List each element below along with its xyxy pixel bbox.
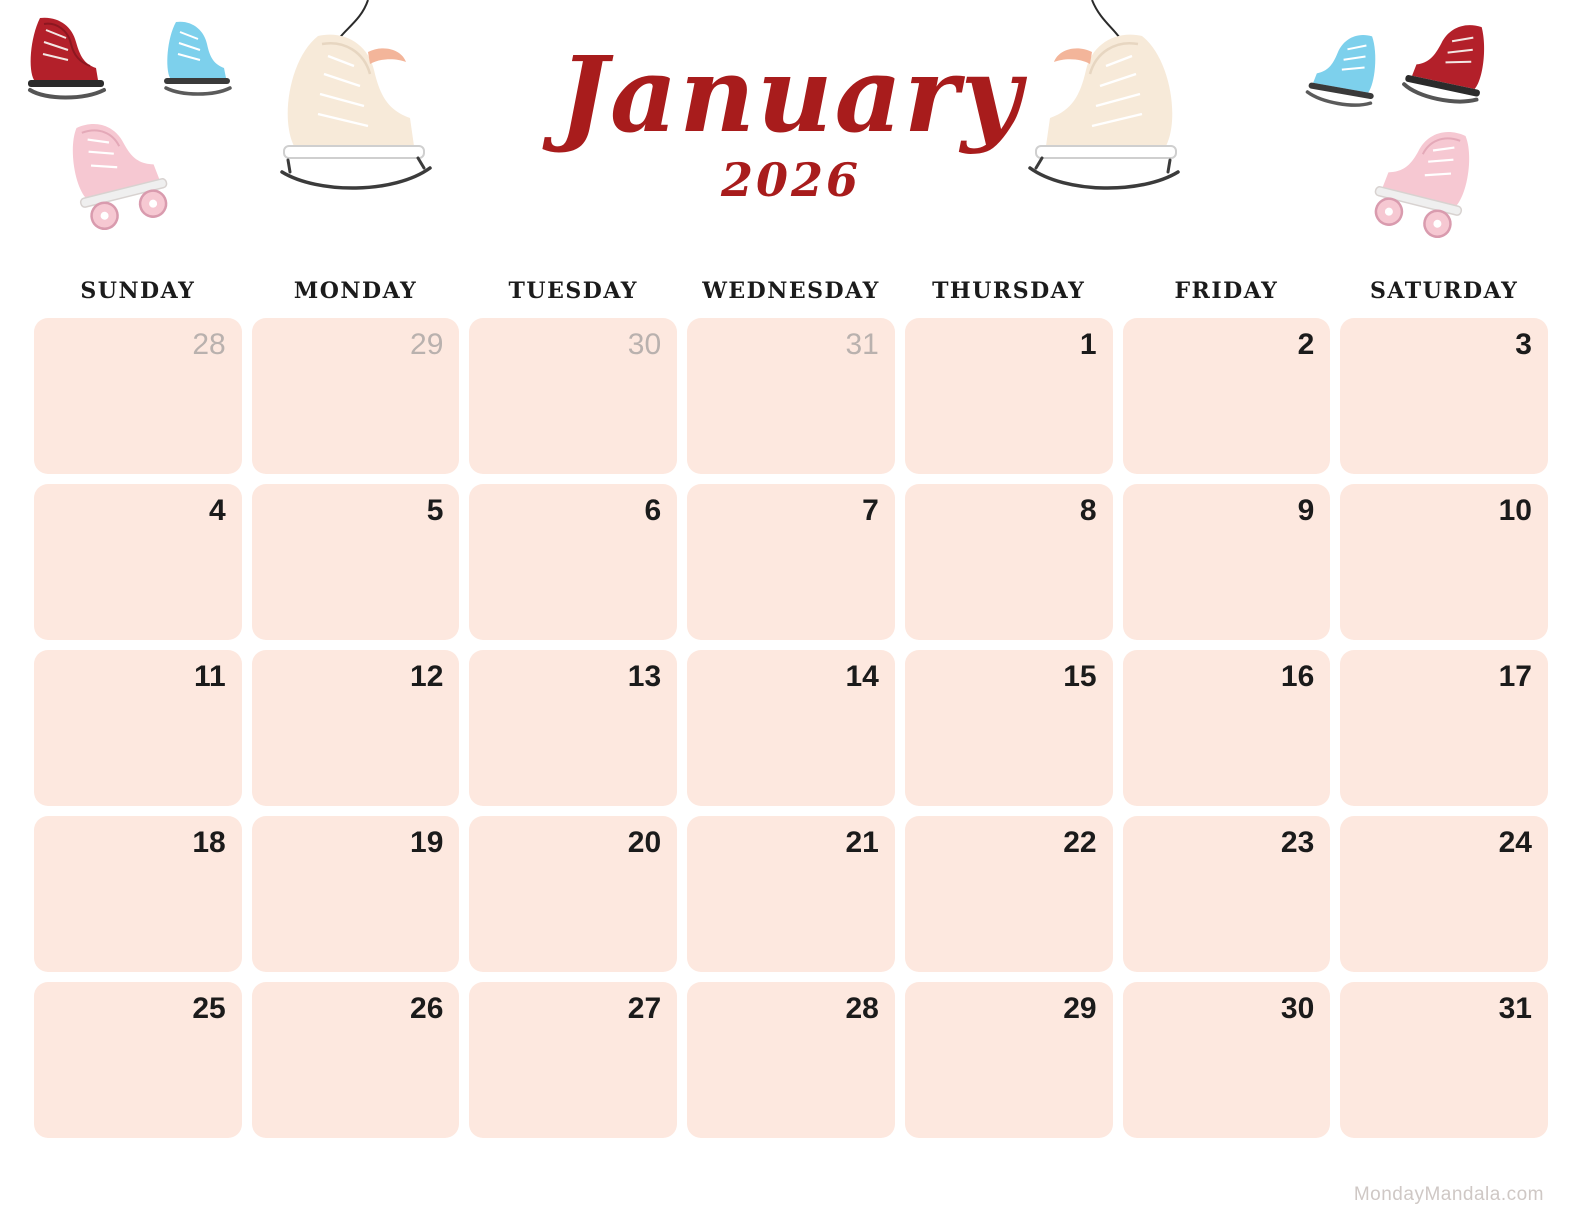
day-number: 7 <box>862 494 879 527</box>
day-cell[interactable] <box>34 982 242 1138</box>
weekday-sunday: SUNDAY <box>80 278 196 304</box>
weekday-saturday: SATURDAY <box>1369 278 1519 304</box>
day-cell[interactable] <box>34 650 242 806</box>
day-cell[interactable] <box>252 484 460 640</box>
day-number: 20 <box>627 826 662 859</box>
day-cell[interactable] <box>905 484 1113 640</box>
day-number: 6 <box>644 494 662 527</box>
day-number: 1 <box>1079 328 1097 361</box>
weekday-monday: MONDAY <box>293 278 418 304</box>
title-block <box>0 33 1582 208</box>
day-cell[interactable] <box>1123 982 1331 1138</box>
day-cell[interactable] <box>252 650 460 806</box>
day-number: 18 <box>192 826 226 859</box>
day-number: 28 <box>845 992 879 1025</box>
day-cell[interactable] <box>469 650 677 806</box>
day-cell[interactable] <box>1340 816 1548 972</box>
day-cell[interactable] <box>1123 816 1331 972</box>
day-cell[interactable] <box>469 318 677 474</box>
day-cell[interactable] <box>905 650 1113 806</box>
day-cell[interactable] <box>905 318 1113 474</box>
day-cell[interactable] <box>905 816 1113 972</box>
day-number: 23 <box>1280 826 1315 859</box>
day-number: 8 <box>1079 494 1097 527</box>
day-number: 27 <box>627 992 662 1025</box>
day-number: 15 <box>1063 660 1097 693</box>
year-title: 2026 <box>720 153 862 208</box>
day-number: 12 <box>410 660 444 693</box>
day-cell[interactable] <box>905 982 1113 1138</box>
day-number: 25 <box>192 992 226 1025</box>
day-number: 30 <box>1280 992 1315 1025</box>
day-cell[interactable] <box>1340 484 1548 640</box>
day-cell[interactable] <box>687 484 895 640</box>
day-number: 26 <box>410 992 444 1025</box>
day-number: 22 <box>1063 826 1097 859</box>
day-cell[interactable] <box>687 650 895 806</box>
calendar-grid <box>0 318 1582 1138</box>
day-cell[interactable] <box>687 982 895 1138</box>
day-number: 4 <box>209 494 226 527</box>
day-number: 31 <box>1498 992 1532 1025</box>
day-number: 14 <box>845 660 879 693</box>
day-cell[interactable] <box>1123 650 1331 806</box>
day-number: 31 <box>845 328 879 361</box>
day-number: 24 <box>1498 826 1532 859</box>
day-number: 13 <box>627 660 662 693</box>
weekday-thursday: THURSDAY <box>932 278 1086 304</box>
day-cell[interactable] <box>687 816 895 972</box>
day-number: 9 <box>1297 494 1315 527</box>
day-cell[interactable] <box>469 982 677 1138</box>
month-title: January <box>558 33 1024 156</box>
day-cell[interactable] <box>1123 318 1331 474</box>
weekday-friday: FRIDAY <box>1174 278 1279 304</box>
day-cell[interactable] <box>469 816 677 972</box>
day-cell[interactable] <box>1340 982 1548 1138</box>
site-credit: MondayMandala.com <box>1353 1184 1544 1205</box>
calendar-header <box>0 0 1582 278</box>
day-number: 2 <box>1297 328 1315 361</box>
day-number: 10 <box>1498 494 1532 527</box>
day-cell[interactable] <box>1340 318 1548 474</box>
day-cell[interactable] <box>34 484 242 640</box>
day-cell[interactable] <box>34 318 242 474</box>
day-number: 17 <box>1498 660 1532 693</box>
weekday-header-row <box>0 278 1582 318</box>
day-number: 28 <box>192 328 226 361</box>
day-number: 11 <box>193 660 226 693</box>
day-cell[interactable] <box>687 318 895 474</box>
day-cell[interactable] <box>1123 484 1331 640</box>
day-cell[interactable] <box>252 982 460 1138</box>
day-cell[interactable] <box>252 816 460 972</box>
weekday-tuesday: TUESDAY <box>508 278 639 304</box>
day-cell[interactable] <box>1340 650 1548 806</box>
day-number: 30 <box>627 328 662 361</box>
day-number: 3 <box>1515 328 1532 361</box>
day-number: 16 <box>1280 660 1315 693</box>
day-number: 29 <box>410 328 444 361</box>
day-number: 19 <box>410 826 444 859</box>
day-cell[interactable] <box>252 318 460 474</box>
day-number: 21 <box>845 826 879 859</box>
day-number: 29 <box>1063 992 1097 1025</box>
day-cell[interactable] <box>34 816 242 972</box>
day-number: 5 <box>426 494 444 527</box>
day-cell[interactable] <box>469 484 677 640</box>
weekday-wednesday: WEDNESDAY <box>702 278 880 304</box>
